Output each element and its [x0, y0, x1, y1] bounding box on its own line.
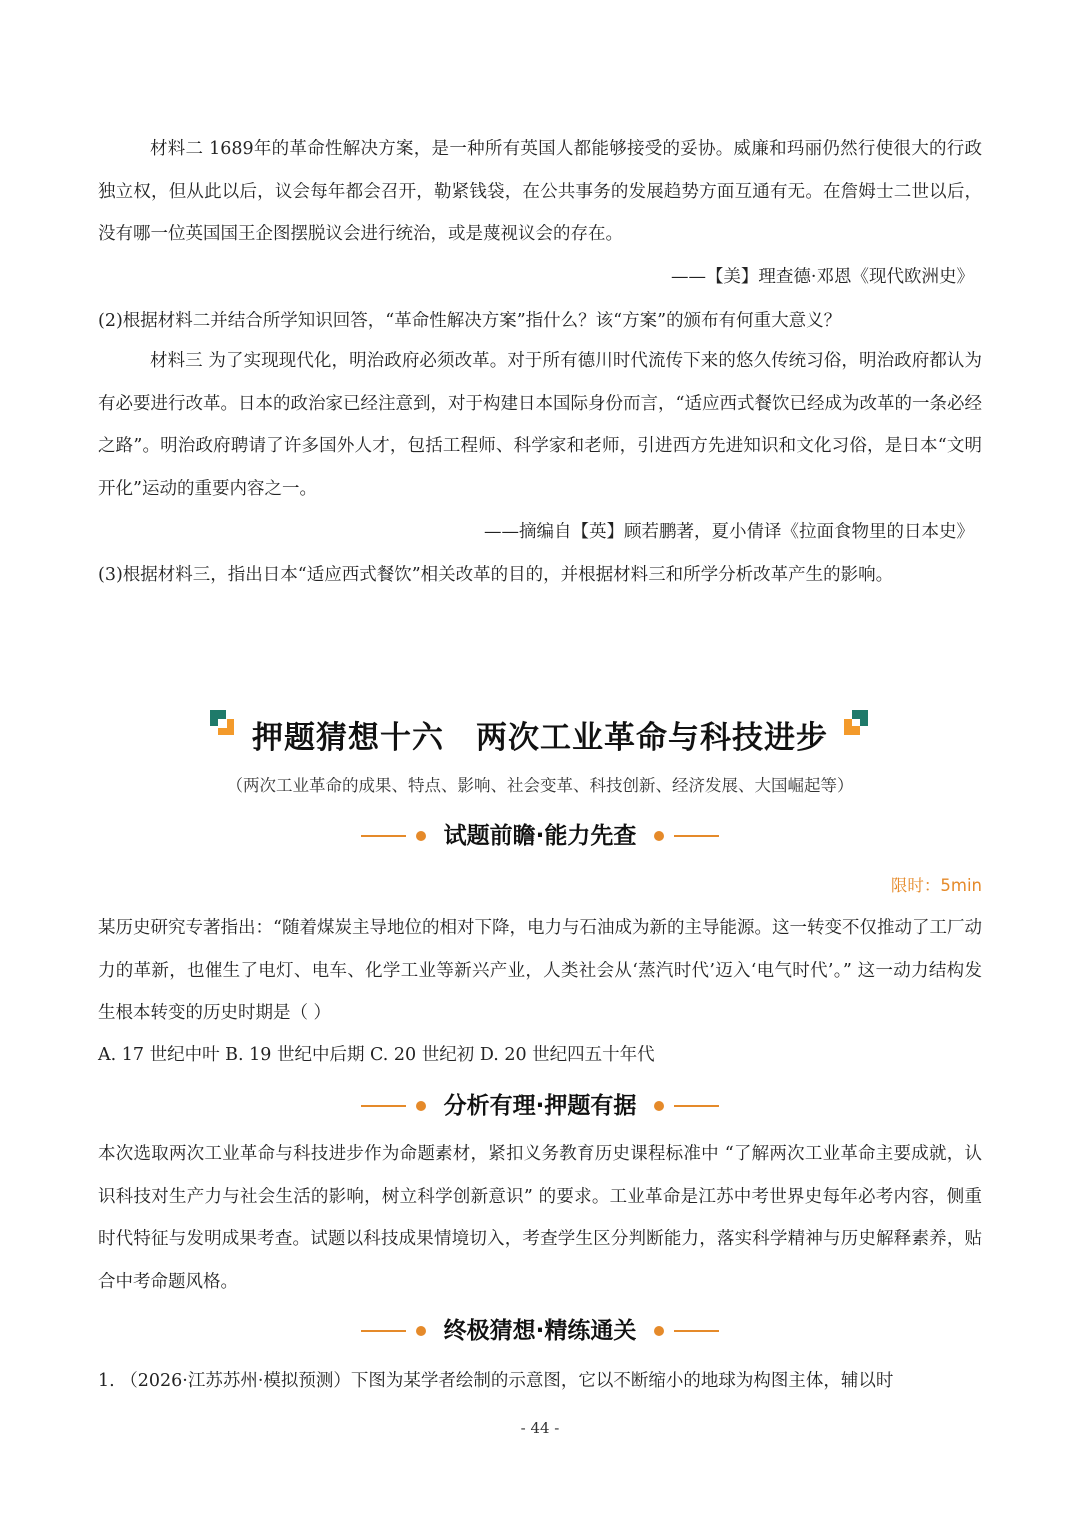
material-2-source: ——【美】理查德·邓恩《现代欧洲史》 [670, 267, 974, 287]
divider-dot-icon [654, 831, 664, 841]
section-heading-text: 分析有理·押题有据 [443, 1093, 637, 1119]
divider-dot-icon [654, 1101, 664, 1111]
section-heading-text: 试题前瞻·能力先查 [443, 823, 637, 849]
decor-squares-left-icon [210, 710, 236, 736]
answer-options: A. 17 世纪中叶 B. 19 世纪中后期 C. 20 世纪初 D. 20 世纪四五十年代 [98, 1045, 655, 1065]
divider-line-icon [361, 1330, 406, 1332]
decor-squares-right-icon [844, 710, 870, 736]
divider-line-icon [674, 835, 719, 837]
preview-question: 某历史研究专著指出：“随着煤炭主导地位的相对下降，电力与石油成为新的主导能源。这一转变不仅推动了工厂动力的革新，也催生了电灯、电车、化学工业等新兴产业，人类社会从‘蒸汽时代’迈入‘电气时代’。” 这一动力结构发生根本转变的历史时期是（ ） [98, 918, 982, 1023]
topic-title-block [0, 708, 1080, 768]
section-heading-analysis [0, 1086, 1080, 1126]
practice-question-1: 1. （2026·江苏苏州·模拟预测）下图为某学者绘制的示意图，它以不断缩小的地球为构图主体，辅以时 [98, 1371, 894, 1391]
divider-line-icon [361, 1105, 406, 1107]
section-heading-preview [0, 816, 1080, 856]
time-limit: 限时：5min [890, 876, 982, 895]
question-3: (3)根据材料三，指出日本“适应西式餐饮”相关改革的目的，并根据材料三和所学分析改革产生的影响。 [98, 565, 894, 585]
material-3-source: ——摘编自【英】顾若鹏著，夏小倩译《拉面食物里的日本史》 [484, 522, 974, 542]
material-3-text: 材料三 为了实现现代化，明治政府必须改革。对于所有德川时代流传下来的悠久传统习俗，明治政府都认为有必要进行改革。日本的政治家已经注意到，对于构建日本国际身份而言，“适应西式餐饮已经成为改革的一条必经之路”。明治政府聘请了许多国外人才，包括工程师、科学家和老师，引进西方先进知识和文化习俗，是日本“文明开化”运动的重要内容之一。 [98, 351, 982, 499]
divider-line-icon [361, 835, 406, 837]
section-heading-practice [0, 1311, 1080, 1351]
divider-line-icon [674, 1105, 719, 1107]
analysis-text: 本次选取两次工业革命与科技进步作为命题素材，紧扣义务教育历史课程标准中 “了解两次工业革命主要成就，认识科技对生产力与社会生活的影响，树立科学创新意识” 的要求。工业革命是江苏中考世界史每年必考内容，侧重时代特征与发明成果考查。试题以科技成果情境切入，考查学生区分判断能力，落实科学精神与历史解释素养，贴合中考命题风格。 [98, 1144, 982, 1292]
topic-subtitle: （两次工业革命的成果、特点、影响、社会变革、科技创新、经济发展、大国崛起等） [226, 776, 854, 795]
topic-title-container [250, 708, 830, 768]
material-2-text: 材料二 1689年的革命性解决方案，是一种所有英国人都能够接受的妥协。威廉和玛丽仍然行使很大的行政独立权，但从此以后，议会每年都会召开，勒紧钱袋，在公共事务的发展趋势方面互通有无。在詹姆士二世以后，没有哪一位英国国王企图摆脱议会进行统治，或是蔑视议会的存在。 [98, 139, 982, 244]
divider-dot-icon [654, 1326, 664, 1336]
section-heading-text: 终极猜想·精练通关 [443, 1318, 637, 1344]
divider-dot-icon [416, 1101, 426, 1111]
page-number: - 44 - [520, 1419, 560, 1437]
divider-dot-icon [416, 1326, 426, 1336]
topic-title: 押题猜想十六 两次工业革命与科技进步 [252, 720, 828, 756]
divider-dot-icon [416, 831, 426, 841]
question-2: (2)根据材料二并结合所学知识回答，“革命性解决方案”指什么？该“方案”的颁布有何重大意义？ [98, 311, 842, 331]
divider-line-icon [674, 1330, 719, 1332]
